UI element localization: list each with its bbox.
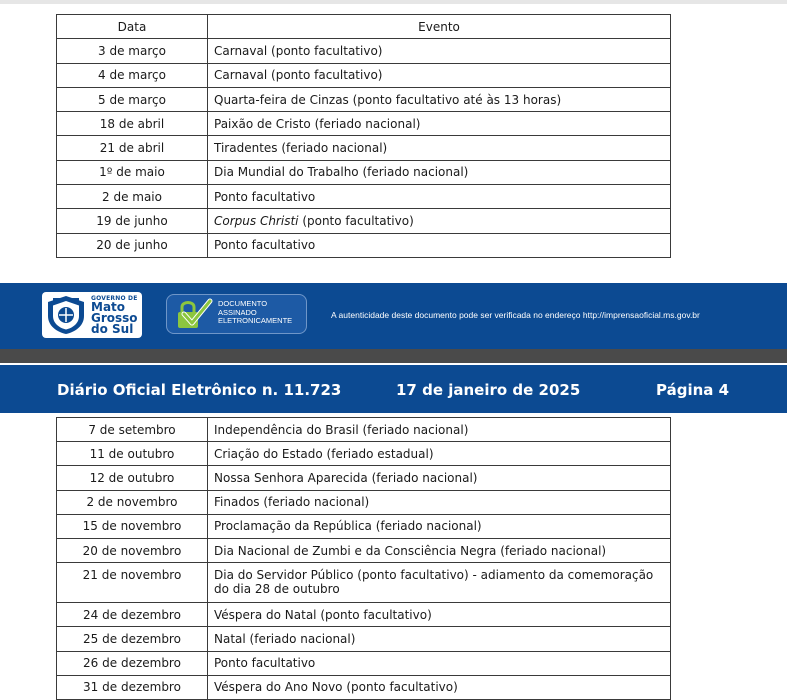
event-cell: Independência do Brasil (feriado nacional) <box>208 418 671 442</box>
table-row <box>57 651 671 675</box>
event-text: (ponto facultativo) <box>298 214 414 229</box>
table-header-row <box>57 15 671 39</box>
seal-line: DOCUMENTO <box>218 299 268 308</box>
date-cell: 24 de dezembro <box>57 603 208 627</box>
event-cell: Proclamação da República (feriado nacional) <box>208 514 671 538</box>
publication-date: 17 de janeiro de 2025 <box>396 381 581 399</box>
table-row <box>57 87 671 111</box>
table-row <box>57 675 671 699</box>
table-row <box>57 627 671 651</box>
table-row <box>57 160 671 184</box>
date-cell: 1º de maio <box>57 160 208 184</box>
table-row <box>57 563 671 603</box>
seal-line: ELETRONICAMENTE <box>218 316 293 325</box>
date-cell: 3 de março <box>57 39 208 63</box>
holiday-table-top <box>56 14 671 258</box>
digital-signature-seal <box>166 294 307 334</box>
event-cell: Véspera do Ano Novo (ponto facultativo) <box>208 675 671 699</box>
event-cell: Dia Mundial do Trabalho (feriado nacional) <box>208 160 671 184</box>
seal-line: ASSINADO <box>218 307 257 317</box>
government-logo <box>42 292 142 338</box>
event-cell: Véspera do Natal (ponto facultativo) <box>208 603 671 627</box>
date-cell: 20 de novembro <box>57 538 208 562</box>
date-cell: 12 de outubro <box>57 466 208 490</box>
event-cell: Criação do Estado (feriado estadual) <box>208 442 671 466</box>
table-row <box>57 136 671 160</box>
date-cell: 7 de setembro <box>57 418 208 442</box>
date-cell: 20 de junho <box>57 233 208 257</box>
date-cell: 18 de abril <box>57 112 208 136</box>
padlock-check-icon <box>174 297 214 331</box>
table-row <box>57 112 671 136</box>
table-row <box>57 63 671 87</box>
event-cell <box>208 209 671 233</box>
band-divider <box>0 349 787 363</box>
table-row <box>57 466 671 490</box>
authenticity-note: A autenticidade deste documento pode ser verificada no endereço http://imprensaoficial.ms.gov.br <box>331 310 700 320</box>
event-cell: Dia Nacional de Zumbi e da Consciência Negra (feriado nacional) <box>208 538 671 562</box>
publication-title: Diário Oficial Eletrônico n. 11.723 <box>57 381 342 399</box>
column-header-event: Evento <box>208 15 671 39</box>
event-cell: Ponto facultativo <box>208 185 671 209</box>
date-cell: 5 de março <box>57 87 208 111</box>
table-row <box>57 538 671 562</box>
crest-icon <box>44 294 88 336</box>
logo-line: Mato <box>91 300 126 314</box>
date-cell: 2 de maio <box>57 185 208 209</box>
seal-text <box>218 300 292 326</box>
date-cell: 21 de novembro <box>57 563 208 603</box>
date-cell: 19 de junho <box>57 209 208 233</box>
event-cell: Nossa Senhora Aparecida (feriado nacional) <box>208 466 671 490</box>
event-cell: Paixão de Cristo (feriado nacional) <box>208 112 671 136</box>
table-row <box>57 418 671 442</box>
holiday-table-bottom <box>56 417 671 700</box>
page-number: Página 4 <box>656 381 730 399</box>
table-row <box>57 442 671 466</box>
date-cell: 11 de outubro <box>57 442 208 466</box>
event-cell: Carnaval (ponto facultativo) <box>208 63 671 87</box>
table-row <box>57 209 671 233</box>
logo-line: Grosso <box>91 311 138 325</box>
table-row <box>57 603 671 627</box>
date-cell: 4 de março <box>57 63 208 87</box>
date-cell: 15 de novembro <box>57 514 208 538</box>
column-header-date: Data <box>57 15 208 39</box>
table-row <box>57 233 671 257</box>
table-row <box>57 514 671 538</box>
date-cell: 31 de dezembro <box>57 675 208 699</box>
logo-small-text: GOVERNO DE <box>91 295 138 302</box>
event-cell: Finados (feriado nacional) <box>208 490 671 514</box>
table-row <box>57 185 671 209</box>
table-row <box>57 490 671 514</box>
date-cell: 25 de dezembro <box>57 627 208 651</box>
event-italic-text: Corpus Christi <box>214 214 299 229</box>
date-cell: 26 de dezembro <box>57 651 208 675</box>
event-cell: Carnaval (ponto facultativo) <box>208 39 671 63</box>
event-cell: Natal (feriado nacional) <box>208 627 671 651</box>
event-cell: Ponto facultativo <box>208 233 671 257</box>
event-cell: Dia do Servidor Público (ponto facultativo) - adiamento da comemoração do dia 28 de outubro <box>208 563 671 603</box>
event-cell: Ponto facultativo <box>208 651 671 675</box>
table-row <box>57 39 671 63</box>
page-top-rule <box>0 0 787 4</box>
logo-line: do Sul <box>91 322 134 336</box>
date-cell: 21 de abril <box>57 136 208 160</box>
date-cell: 2 de novembro <box>57 490 208 514</box>
event-cell: Tiradentes (feriado nacional) <box>208 136 671 160</box>
event-cell: Quarta-feira de Cinzas (ponto facultativo até às 13 horas) <box>208 87 671 111</box>
